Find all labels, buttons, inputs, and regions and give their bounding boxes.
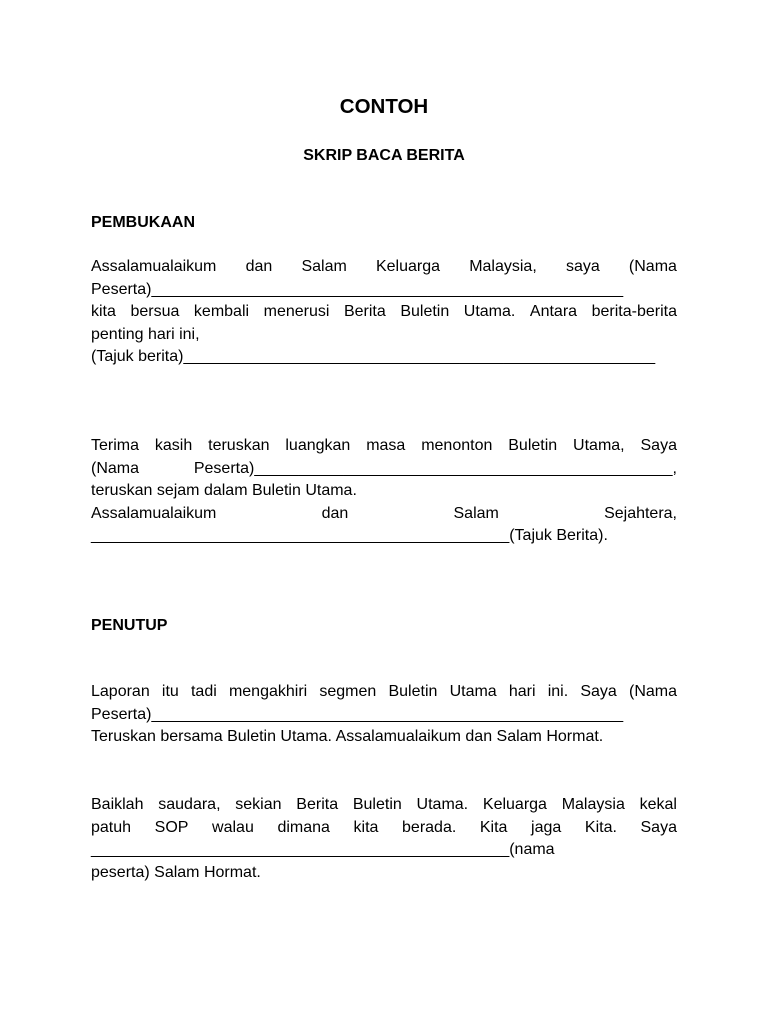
word: Buletin	[388, 683, 438, 700]
word: menonton	[421, 437, 493, 454]
word: Saya	[640, 437, 677, 454]
word: Saya	[580, 683, 617, 700]
word: kasih	[154, 437, 193, 454]
section-heading-opening: PEMBUKAAN	[91, 214, 195, 231]
word: dimana	[277, 818, 330, 836]
word: (Nama	[91, 459, 140, 477]
paragraph-line: _______________________________________________(nama	[91, 841, 555, 859]
word: sekian	[235, 796, 282, 813]
word: Buletin	[508, 437, 558, 454]
opening-paragraph-2	[91, 435, 677, 548]
word: Kita.	[584, 818, 617, 836]
word: kita	[91, 303, 116, 321]
paragraph-line	[91, 681, 677, 704]
paragraph-line: Peserta)_____________________________________________________	[91, 280, 624, 298]
closing-paragraph-1	[91, 681, 677, 749]
word: berada.	[402, 818, 457, 836]
word: Keluarga	[375, 258, 441, 275]
word: Peserta)_______________________________________________,	[193, 459, 677, 477]
paragraph-line	[91, 435, 677, 458]
word: (Nama	[628, 258, 677, 275]
document-title: CONTOH	[339, 95, 429, 118]
word: Antara	[529, 303, 578, 321]
word: tadi	[190, 683, 217, 700]
word: Terima	[91, 437, 140, 454]
word: Salam	[301, 258, 347, 275]
paragraph-line: teruskan sejam dalam Buletin Utama.	[91, 482, 357, 500]
word: masa	[366, 437, 406, 454]
word: Assalamualaikum	[91, 258, 217, 275]
word: Berita	[343, 303, 386, 321]
word: patuh	[91, 818, 132, 836]
paragraph-line: _______________________________________________(Tajuk Berita).	[91, 527, 608, 545]
word: kembali	[193, 303, 250, 321]
word: Utama.	[416, 796, 469, 813]
word: segmen	[319, 683, 377, 700]
paragraph-line	[91, 817, 677, 840]
word: Utama.	[463, 303, 516, 321]
paragraph-line: penting hari ini,	[91, 325, 200, 343]
word: saya	[565, 258, 600, 275]
word: itu	[161, 683, 179, 700]
word: Kita	[479, 818, 508, 836]
paragraph-line: (Tajuk berita)_____________________________________________________	[91, 348, 656, 366]
word: Utama	[449, 683, 497, 700]
word: kita	[353, 818, 379, 836]
opening-paragraph-1	[91, 256, 677, 369]
word: SOP	[154, 818, 189, 836]
word: dan	[245, 258, 273, 275]
word: jaga	[531, 818, 562, 836]
word: ini.	[547, 683, 569, 700]
word: dan	[321, 504, 349, 522]
word: Buletin	[400, 303, 450, 321]
paragraph-line	[91, 503, 677, 526]
paragraph-line	[91, 794, 677, 817]
word: Malaysia,	[469, 258, 537, 275]
section-heading-closing: PENUTUP	[91, 617, 168, 634]
word: menerusi	[263, 303, 330, 321]
paragraph-line	[91, 256, 677, 279]
word: luangkan	[285, 437, 351, 454]
word: bersua	[130, 303, 180, 321]
word: walau	[212, 818, 254, 836]
word: berita-berita	[591, 303, 677, 321]
closing-paragraph-2	[91, 794, 677, 884]
word: Utama,	[573, 437, 625, 454]
paragraph-line	[91, 458, 677, 481]
paragraph-line: peserta) Salam Hormat.	[91, 863, 261, 881]
word: saudara,	[158, 796, 221, 813]
word: Assalamualaikum	[91, 504, 217, 522]
paragraph-line: Peserta)_____________________________________________________	[91, 705, 624, 723]
word: hari	[508, 683, 536, 700]
word: Berita	[296, 796, 339, 813]
word: Buletin	[352, 796, 402, 813]
word: kekal	[639, 796, 677, 813]
paragraph-line: Teruskan bersama Buletin Utama. Assalamualaikum dan Salam Hormat.	[91, 728, 604, 746]
word: Sejahtera,	[604, 504, 677, 522]
word: (Nama	[628, 683, 677, 700]
word: teruskan	[208, 437, 270, 454]
document-subtitle: SKRIP BACA BERITA	[303, 147, 465, 164]
word: Laporan	[91, 683, 150, 700]
word: mengakhiri	[228, 683, 308, 700]
word: Keluarga	[482, 796, 547, 813]
word: Malaysia	[561, 796, 625, 813]
paragraph-line	[91, 301, 677, 324]
word: Saya	[640, 818, 677, 836]
word: Baiklah	[91, 796, 144, 813]
word: Salam	[453, 504, 499, 522]
